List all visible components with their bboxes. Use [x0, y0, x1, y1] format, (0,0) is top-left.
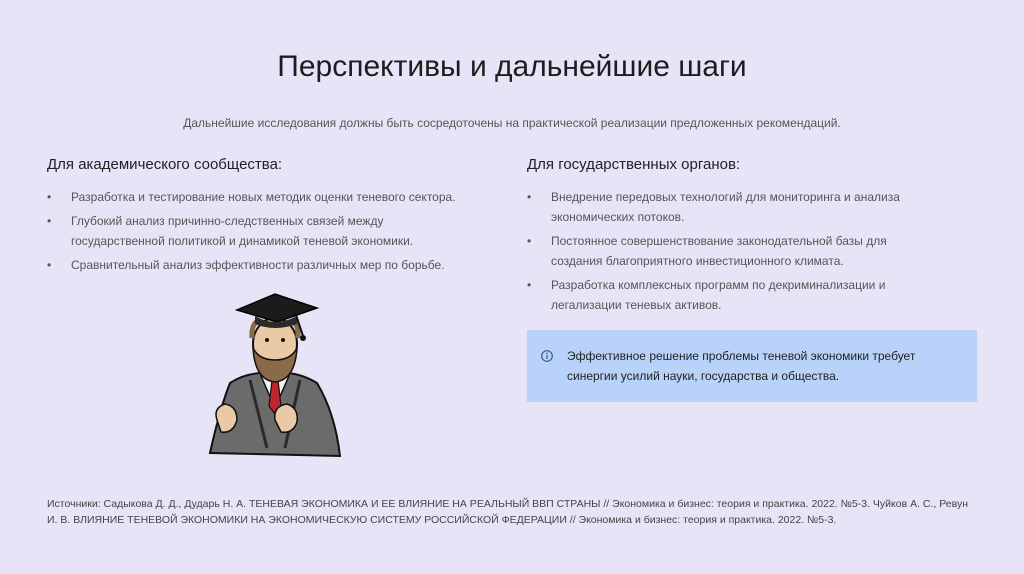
government-heading: Для государственных органов:	[527, 156, 741, 173]
callout-text: Эффективное решение проблемы теневой экономики требует синергии усилий науки, государства и общества.	[567, 349, 916, 383]
list-item: • Сравнительный анализ эффективности различных мер по борьбе.	[47, 255, 477, 275]
list-item: • Глубокий анализ причинно-следственных связей между государственной политикой и динамикой теневой экономики.	[47, 211, 477, 251]
government-column	[527, 156, 977, 319]
list-item: • Разработка и тестирование новых методик оценки теневого сектора.	[47, 187, 477, 207]
list-item: • Разработка комплексных программ по декриминализации и легализации теневых активов.	[527, 275, 927, 315]
slide-subtitle: Дальнейшие исследования должны быть сосредоточены на практической реализации предложенных рекомендаций.	[183, 116, 841, 130]
list-item: • Внедрение передовых технологий для мониторинга и анализа экономических потоков.	[527, 187, 927, 227]
info-icon	[541, 350, 553, 362]
professor-illustration	[195, 288, 355, 466]
academic-heading: Для академического сообщества:	[47, 156, 283, 173]
slide-title: Перспективы и дальнейшие шаги	[277, 50, 747, 83]
sources-footnote: Источники: Садыкова Д. Д., Дударь Н. А. ТЕНЕВАЯ ЭКОНОМИКА И ЕЕ ВЛИЯНИЕ НА РЕАЛЬНЫЙ ВВП СТРАНЫ // Экономика и бизнес: теория и практика. 2022. №5-3. Чуйков А. С., Ревун И. В. ВЛИЯНИЕ ТЕНЕВОЙ ЭКОНОМИКИ НА ЭКОНОМИЧЕСКУЮ СИСТЕМУ РОССИЙСКОЙ ФЕДЕРАЦИИ // Экономика и бизнес: теория и практика. 2022. №5-3.	[47, 498, 969, 526]
government-list	[527, 187, 977, 315]
academic-column	[47, 156, 497, 279]
info-callout	[527, 330, 977, 402]
list-item: • Постоянное совершенствование законодательной базы для создания благоприятного инвестиционного климата.	[527, 231, 927, 271]
academic-list	[47, 187, 497, 275]
